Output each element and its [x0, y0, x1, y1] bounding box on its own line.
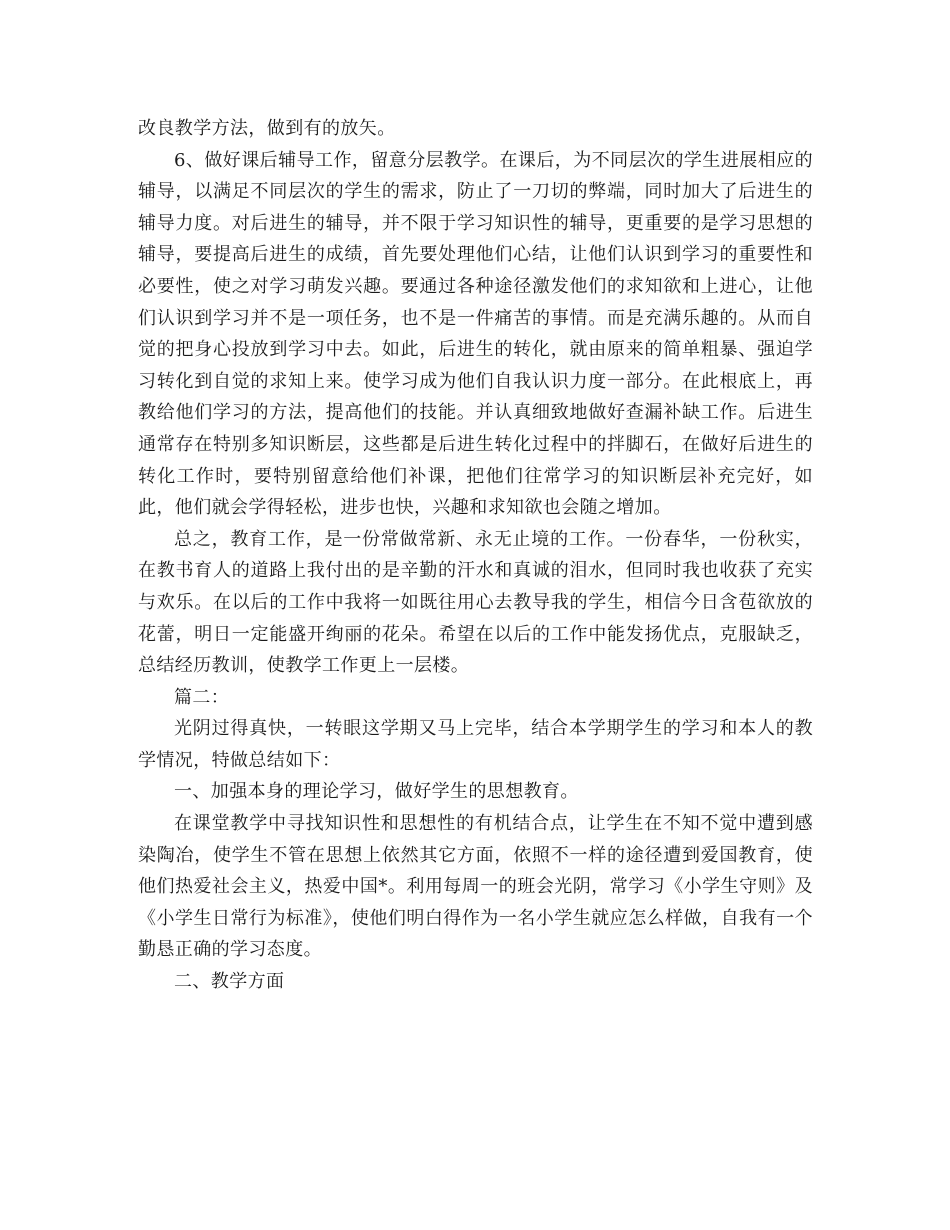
paragraph-conclusion: 总之，教育工作，是一份常做常新、永无止境的工作。一份春华，一份秋实，在教书育人的道路上我付出的是辛勤的汗水和真诚的泪水，但同时我也收获了充实与欢乐。在以后的工作中我将一如既往用心去教导我的学生，相信今日含苞欲放的花蕾，明日一定能盛开绚丽的花朵。希望在以后的工作中能发扬优点，克服缺乏，总结经历教训，使教学工作更上一层楼。 [138, 528, 813, 677]
paragraph-continuation: 改良教学方法，做到有的放矢。 [138, 118, 396, 139]
section-heading-part-two: 篇二： [174, 686, 230, 708]
paragraph-intro: 光阴过得真快，一转眼这学期又马上完毕，结合本学期学生的学习和本人的教学情况，特做总结如下： [138, 718, 813, 771]
heading-teaching: 二、教学方面 [174, 971, 285, 993]
document-body [138, 113, 813, 998]
paragraph-tutoring: 6、做好课后辅导工作，留意分层教学。在课后，为不同层次的学生进展相应的辅导，以满足不同层次的学生的需求，防止了一刀切的弊端，同时加大了后进生的辅导力度。对后进生的辅导，并不限于学习知识性的辅导，更重要的是学习思想的辅导，要提高后进生的成绩，首先要处理他们心结，让他们认识到学习的重要性和必要性，使之对学习萌发兴趣。要通过各种途径激发他们的求知欲和上进心，让他们认识到学习并不是一项任务，也不是一件痛苦的事情。而是充满乐趣的。从而自觉的把身心投放到学习中去。如此，后进生的转化，就由原来的简单粗暴、强迫学习转化到自觉的求知上来。使学习成为他们自我认识力度一部分。在此根底上，再教给他们学习的方法，提高他们的技能。并认真细致地做好查漏补缺工作。后进生通常存在特别多知识断层，这些都是后进生转化过程中的拌脚石，在做好后进生的转化工作时，要特别留意给他们补课，把他们往常学习的知识断层补充完好，如此，他们就会学得轻松，进步也快，兴趣和求知欲也会随之增加。 [138, 149, 813, 519]
paragraph-classroom: 在课堂教学中寻找知识性和思想性的有机结合点，让学生在不知不觉中遭到感染陶冶，使学生不管在思想上依然其它方面，依照不一样的途径遭到爱国教育，使他们热爱社会主义，热爱中国*。利用每周一的班会光阴，常学习《小学生守则》及《小学生日常行为标准》，使他们明白得作为一名小学生就应怎么样做，自我有一个勤恳正确的学习态度。 [138, 813, 813, 961]
heading-theory-study: 一、加强本身的理论学习，做好学生的思想教育。 [174, 781, 579, 803]
